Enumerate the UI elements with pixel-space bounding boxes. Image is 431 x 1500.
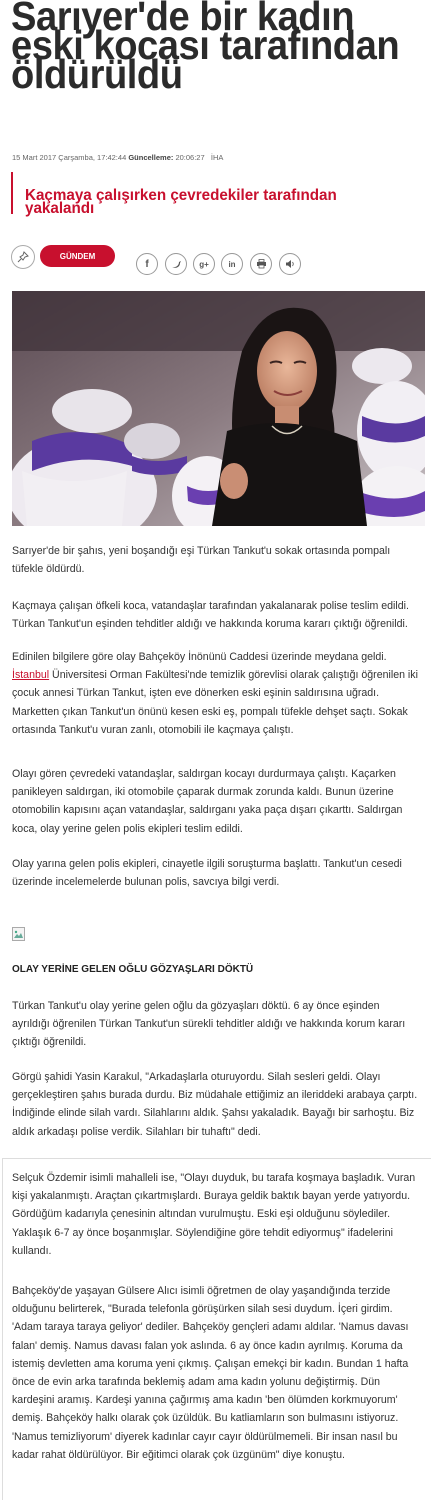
- spot-text: Kaçmaya çalışırken çevredekiler tarafından yakalandı: [25, 187, 337, 217]
- updated-time: 20:06:27: [175, 153, 205, 162]
- print-icon[interactable]: [250, 253, 272, 275]
- pin-icon[interactable]: [11, 245, 35, 269]
- twitter-icon[interactable]: [165, 253, 187, 275]
- article-photo: [12, 291, 425, 526]
- section-subheading: OLAY YERİNE GELEN OĞLU GÖZYAŞLARI DÖKTÜ: [12, 964, 254, 975]
- paragraph-3: [12, 648, 420, 739]
- facebook-icon[interactable]: f: [136, 253, 158, 275]
- paragraph-7: Görgü şahidi Yasin Karakul, "Arkadaşlarla oturuyordu. Silah sesleri geldi. Olayı gerçekleştiren şahıs burada durdu. Biz müdahale ettiğimiz an ileriddeki arabaya çarptı. İndiğinde elinde silah vardı. Silahlarını aldık. Şahsı yakaladık. Bayağı bir sarhoştu. Biz aldık arkadaşı polise verdik. Silahları bir tuhaftı" dedi.: [12, 1071, 418, 1138]
- broken-image-icon: [12, 927, 25, 941]
- paragraph-9: Bahçeköy'de yaşayan Gülsere Alıcı isimli öğretmen de olay yaşandığında terzide olduğunu belirterek, "Burada telefonla görüşürken silah sesi duydum. İçeri girdim. 'Adam taraya taraya geliyor' dediler. Bahçeköy gençleri adamı aldılar. 'Namus davası falan' demiş. Namus davası falan yok aslında. 6 ay önce kadın ayrılmış. Koruma da istemiş devletten ama koruma yeni çıkmış. Çalışan emekçi bir kadın. Bundan 1 hafta önce de evin arka tarafında beklemiş adam ama kadın yolunu değiştirmiş. Dün kardeşini aramış. Kardeşi yanına çağırmış ama kadın 'ben ölümden korkmuyorum' demiş. Bahçeköy halkı olarak çok üzüldük. Bu katliamların son bulmasını istiyoruz. 'Namus temizliyorum' diyerek kadınlar cayır cayır öldürülmemeli. Bir insan nasıl bu kadar rahat öldürülüyor. Bir eğitimci olarak çok üzgünüm" diye konuştu.: [12, 1285, 409, 1461]
- twitter-glyph: [171, 260, 182, 269]
- paragraph-8: Selçuk Özdemir isimli mahalleli ise, "Olayı duyduk, bu tarafa koşmaya başladık. Vuran kişi yakalanmıştı. Araçtan çıkartmışlardı. Buraya geldik baktık bayan yerde yatıyordu. Gördüğüm kadarıyla çenesinin altından vurulmuştu. Eski eşi olduğunu söylediler. Yaklaşık 6-7 ay önce boşanmışlar. Söylendiğine göre tehdit ediyormuş" ifadelerini kullandı.: [12, 1172, 416, 1257]
- updated-label: Güncelleme:: [128, 153, 174, 162]
- article-meta: [12, 153, 223, 162]
- broken-image-glyph: [13, 929, 24, 941]
- category-badge[interactable]: GÜNDEM: [40, 245, 115, 267]
- linkedin-icon[interactable]: in: [221, 253, 243, 275]
- audio-glyph: [285, 259, 296, 269]
- paragraph-5: Olay yarına gelen polis ekipleri, cinayetle ilgili soruşturma başlattı. Tankut'un cesedi üzerinde incelemelerde bulunan polis, savcıya bilgi verdi.: [12, 858, 402, 889]
- istanbul-link[interactable]: İstanbul: [12, 669, 50, 682]
- paragraph-1: Sarıyer'de bir şahıs, yeni boşandığı eşi Türkan Tankut'u sokak ortasında pompalı tüfekle öldürdü.: [12, 545, 391, 576]
- paragraph-3-start: Edinilen bilgilere göre olay Bahçeköy İnönünü Caddesi üzerinde meydana geldi.: [12, 651, 387, 663]
- article-title: Sarıyer'de bir kadın eski kocası tarafından öldürüldü: [11, 0, 400, 97]
- pin-glyph: [17, 251, 29, 263]
- photo-illustration: [12, 291, 425, 526]
- paragraph-2: Kaçmaya çalışan öfkeli koca, vatandaşlar tarafından yakalanarak polise teslim edildi. Türkan Tankut'un eşinden tehditler aldığı ve hakkında koruma kararı çıktığı öğrenildi.: [12, 600, 409, 631]
- paragraph-4: Olayı gören çevredeki vatandaşlar, saldırgan kocayı durdurmaya çalıştı. Kaçarken panikleyen saldırgan, iki otomobile çaparak durmak zorunda kaldı. Bunun üzerine otomobilin kapısını açan vatandaşlar, saldırganı yaka paça dışarı çıkarttı. Saldırgan koca, olay yerine gelen polis ekipleri teslim edildi.: [12, 768, 403, 835]
- google-plus-icon[interactable]: g+: [193, 253, 215, 275]
- print-glyph: [256, 259, 267, 269]
- paragraph-6: Türkan Tankut'u olay yerine gelen oğlu da gözyaşları döktü. 6 ay önce eşinden ayrıldığı öğrenilen Türkan Tankut'un sürekli tehditler aldığı ve hakkında korum kararı çıktığı öğrenildi.: [12, 1000, 406, 1049]
- article-spot: [11, 172, 421, 217]
- news-source: İHA: [210, 153, 224, 162]
- audio-icon[interactable]: [279, 253, 301, 275]
- publish-date: 15 Mart 2017 Çarşamba, 17:42:44: [12, 153, 127, 162]
- paragraph-3-end: Üniversitesi Orman Fakültesi'nde temizlik görevlisi olarak çalıştığı öğrenilen iki çocuk annesi Türkan Tankut, işten eve dönerken eski eşinin saldırısına uğradı. Marketten çıkan Tankut'un önünü kesen eski eş, pompalı tüfekle dehşet saçtı. Sokak ortasında Tankut'u vuran zanlı, otomobili ile kaçmaya çalıştı.: [12, 669, 418, 736]
- article-toolbar: [11, 244, 421, 270]
